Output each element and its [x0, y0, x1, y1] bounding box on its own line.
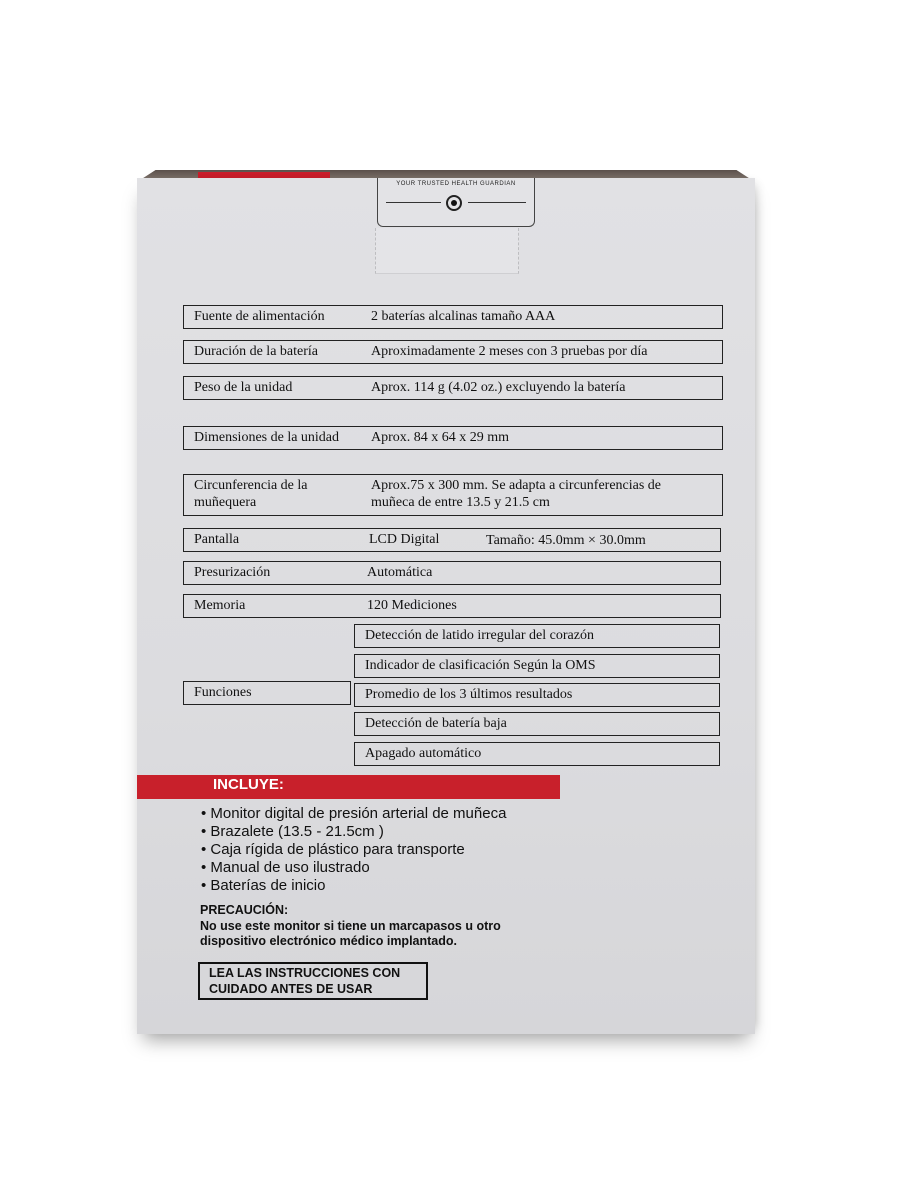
caution-line: No use este monitor si tiene un marcapasos u otro [200, 918, 501, 933]
spec-row-weight [183, 376, 723, 400]
spec-value-line1: Aprox.75 x 300 mm. Se adapta a circunferencias de [371, 478, 662, 493]
function-item [354, 712, 720, 736]
functions-label: Funciones [194, 685, 252, 700]
caution-block [200, 903, 501, 950]
spec-row-battery-life [183, 340, 723, 364]
spec-row-power [183, 305, 723, 329]
spec-value-line2: muñeca de entre 13.5 y 21.5 cm [371, 495, 550, 510]
function-item [354, 683, 720, 707]
box-flap [377, 178, 535, 227]
spec-label: Pantalla [194, 532, 240, 547]
flap-line-right [468, 202, 526, 203]
function-text: Apagado automático [365, 746, 482, 761]
caution-line: dispositivo electrónico médico implantado. [200, 934, 457, 948]
spec-label-line1: Circunferencia de la [194, 478, 308, 493]
includes-item: • Brazalete (13.5 - 21.5cm ) [201, 823, 384, 840]
spec-row-display [183, 528, 721, 552]
function-item [354, 624, 720, 648]
function-item [354, 742, 720, 766]
function-text: Detección de batería baja [365, 716, 507, 731]
includes-list [201, 805, 506, 895]
functions-label-box [183, 681, 351, 705]
spec-row-memory [183, 594, 721, 618]
spec-row-dimensions [183, 426, 723, 450]
function-text: Indicador de clasificación Según la OMS [365, 658, 596, 673]
spec-value: Automática [367, 565, 433, 580]
includes-title: INCLUYE: [213, 776, 284, 793]
spec-label-line2: muñequera [194, 495, 257, 510]
flap-button-icon [446, 195, 462, 211]
spec-value: 2 baterías alcalinas tamaño AAA [371, 309, 556, 324]
function-item [354, 654, 720, 678]
function-text: Detección de latido irregular del corazón [365, 628, 594, 643]
spec-value: Aprox. 84 x 64 x 29 mm [371, 430, 510, 445]
includes-item: • Caja rígida de plástico para transporte [201, 841, 465, 858]
includes-item: • Manual de uso ilustrado [201, 859, 370, 876]
spec-value: 120 Mediciones [367, 598, 457, 613]
caution-title: PRECAUCIÓN: [200, 903, 289, 917]
spec-value: Aprox. 114 g (4.02 oz.) excluyendo la batería [371, 380, 626, 395]
notice-line: CUIDADO ANTES DE USAR [209, 981, 373, 996]
function-text: Promedio de los 3 últimos resultados [365, 687, 573, 702]
spec-label: Duración de la batería [194, 344, 318, 359]
includes-banner [137, 775, 560, 799]
spec-label: Memoria [194, 598, 246, 613]
spec-value: Aproximadamente 2 meses con 3 pruebas por día [371, 344, 648, 359]
spec-row-cuff [183, 474, 723, 516]
spec-label: Presurización [194, 565, 271, 580]
spec-value-extra: Tamaño: 45.0mm × 30.0mm [486, 533, 646, 548]
flap-tagline: YOUR TRUSTED HEALTH GUARDIAN [396, 181, 516, 187]
spec-label: Peso de la unidad [194, 380, 293, 395]
spec-row-pressurization [183, 561, 721, 585]
spec-value: LCD Digital [369, 532, 440, 547]
includes-item: • Baterías de inicio [201, 877, 326, 894]
spec-label: Fuente de alimentación [194, 309, 325, 324]
flap-line-left [386, 202, 441, 203]
clear-tape-seal [375, 228, 519, 274]
includes-item: • Monitor digital de presión arterial de muñeca [201, 805, 507, 822]
spec-label: Dimensiones de la unidad [194, 430, 340, 445]
notice-line: LEA LAS INSTRUCCIONES CON [209, 966, 401, 980]
read-instructions-notice [198, 962, 428, 1000]
